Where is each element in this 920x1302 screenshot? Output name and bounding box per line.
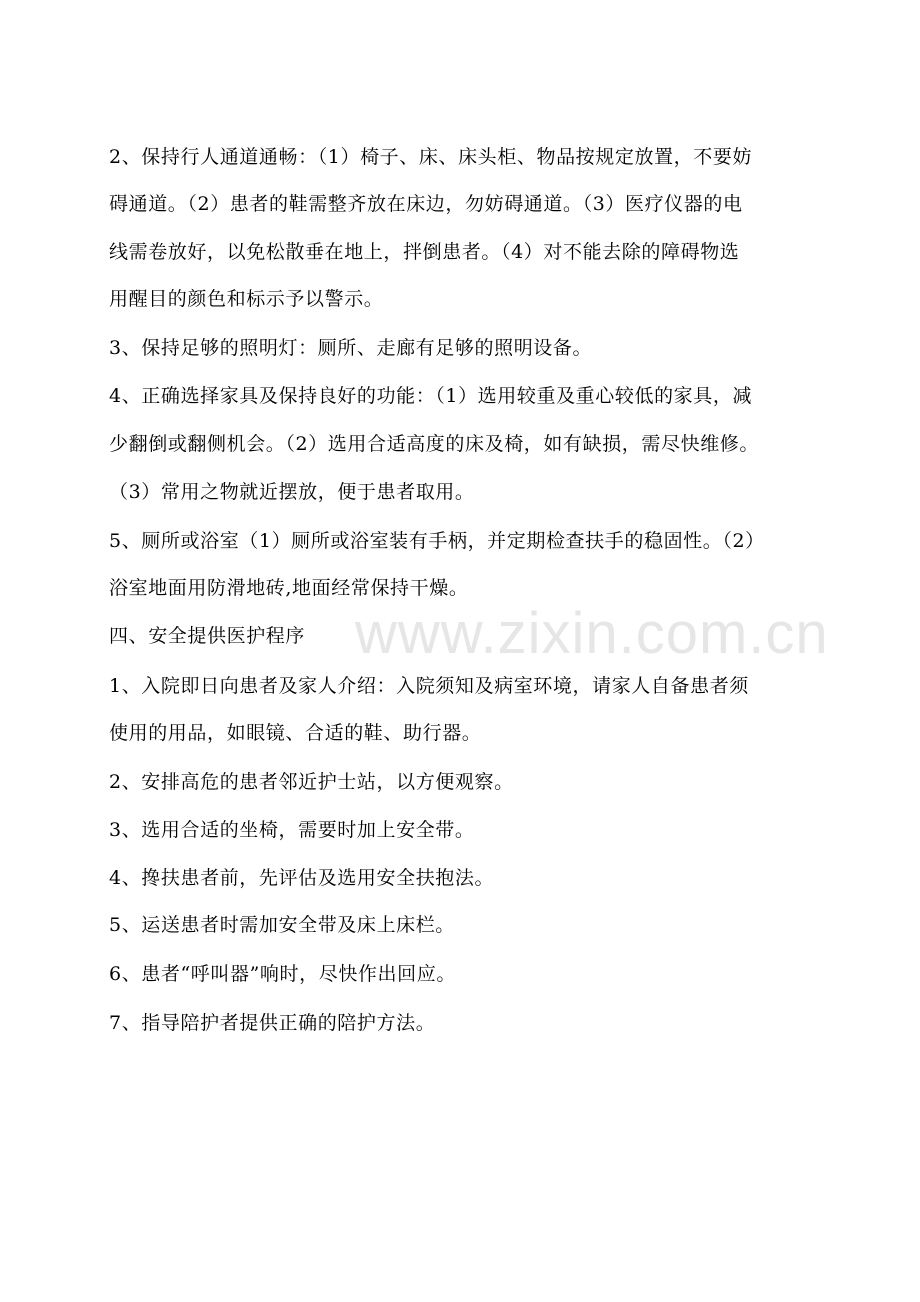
paragraph-line: 浴室地面用防滑地砖,地面经常保持干燥。 — [109, 577, 469, 599]
paragraph-line: 用醒目的颜色和标示予以警示。 — [109, 288, 384, 310]
paragraph-line: 碍通道。（2）患者的鞋需整齐放在床边，勿妨碍通道。（3）医疗仪器的电 — [109, 193, 743, 215]
paragraph-line: 3、保持足够的照明灯：厕所、走廊有足够的照明设备。 — [109, 337, 593, 359]
paragraph-line: 2、保持行人通道通畅：（1）椅子、床、床头柜、物品按规定放置，不要妨 — [109, 146, 753, 168]
paragraph-line: （3）常用之物就近摆放，便于患者取用。 — [109, 481, 475, 503]
paragraph-line: 3、选用合适的坐椅，需要时加上安全带。 — [109, 819, 475, 841]
section-heading: 四、安全提供医护程序 — [109, 625, 306, 647]
paragraph-line: 线需卷放好，以免松散垂在地上，拌倒患者。（4）对不能去除的障碍物选 — [109, 241, 740, 263]
paragraph-line: 使用的用品，如眼镜、合适的鞋、助行器。 — [109, 722, 482, 744]
paragraph-line: 7、指导陪护者提供正确的陪护方法。 — [109, 1012, 436, 1034]
paragraph-line: 4、正确选择家具及保持良好的功能：（1）选用较重及重心较低的家具，减 — [109, 385, 753, 407]
paragraph-line: 少翻倒或翻侧机会。（2）选用合适高度的床及椅，如有缺损，需尽快维修。 — [109, 433, 759, 455]
paragraph-line: 6、患者“呼叫器”响时，尽快作出回应。 — [109, 963, 456, 985]
paragraph-line: 1、入院即日向患者及家人介绍：入院须知及病室环境，请家人自备患者须 — [109, 675, 749, 697]
paragraph-line: 5、厕所或浴室（1）厕所或浴室装有手柄，并定期检查扶手的稳固性。（2） — [109, 530, 765, 552]
paragraph-line: 5、运送患者时需加安全带及床上床栏。 — [109, 914, 455, 936]
watermark: www.zixin.com.cn — [355, 601, 829, 666]
paragraph-line: 2、安排高危的患者邻近护士站，以方便观察。 — [109, 771, 514, 793]
paragraph-line: 4、搀扶患者前，先评估及选用安全扶抱法。 — [109, 867, 495, 889]
